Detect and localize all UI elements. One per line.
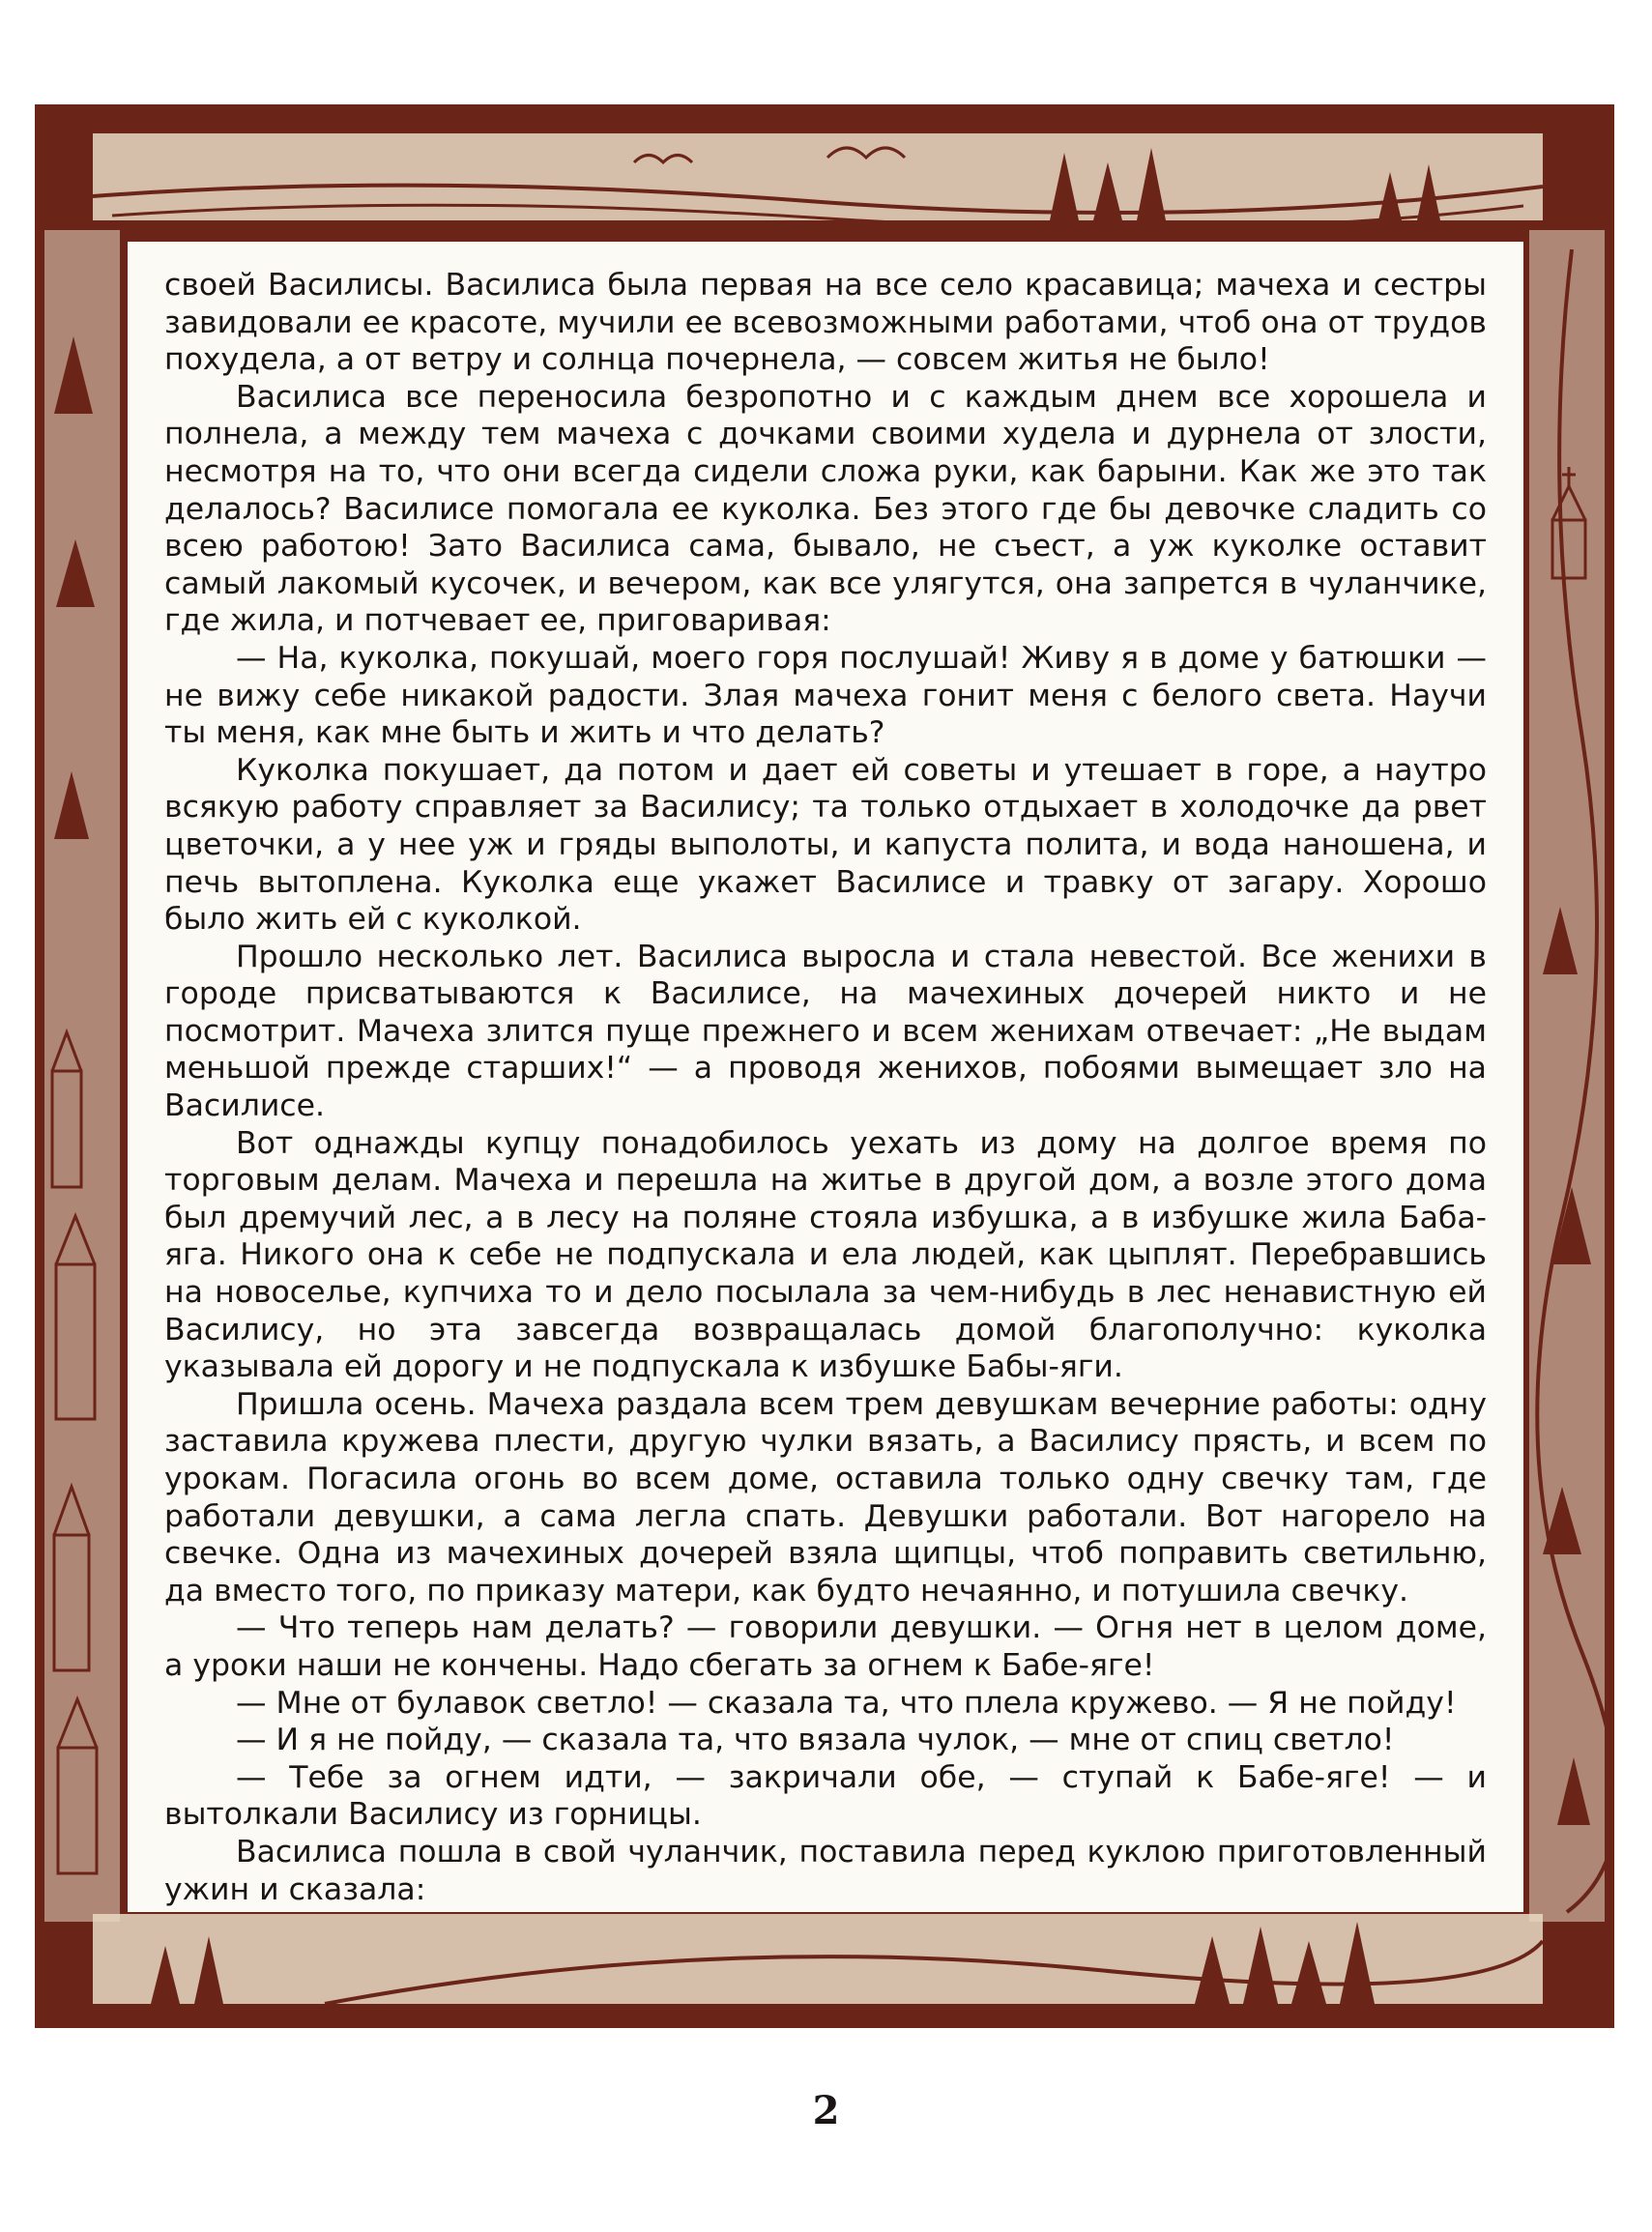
text-panel <box>128 242 1523 1912</box>
paragraph: Прошло несколько лет. Василиса выросла и стала невестой. Все женихи в городе присватываются к Василисе, на мачехиных дочерей никто и не посмотрит. Мачеха злится пуще прежнего и всем женихам отвечает: „Не выдам меньшой прежде старших!“ — а проводя женихов, побоями вымещает зло на Василисе. <box>164 939 1487 1124</box>
page-number: 2 <box>812 2088 840 2133</box>
paragraph: — Тебе за огнем идти, — закричали обе, — ступай к Бабе-яге! — и вытолкали Василису из горницы. <box>164 1759 1487 1833</box>
paragraph: — Мне от булавок светло! — сказала та, что плела кружево. — Я не пойду! <box>236 1685 1457 1721</box>
bottom-band <box>93 1914 1543 2004</box>
paragraph: Пришла осень. Мачеха раздала всем трем девушкам вечерние работы: одну заставила кружева плести, другую чулки вязать, а Василису прясть, и всем по урокам. Погасила огонь во всем доме, оставила только одну свечку там, где работали девушки, а сама легла спать. Девушки работали. Вот нагорело на свечке. Одна из мачехиных дочерей взяла щипцы, чтоб поправить светильню, да вместо того, по приказу матери, как будто нечаянно, и потушила свечку. <box>164 1386 1487 1609</box>
paragraph: — И я не пойду, — сказала та, что вязала чулок, — мне от спиц светло! <box>236 1723 1395 1758</box>
paragraph: своей Василисы. Василиса была первая на все село красавица; мачеха и сестры завидовали ее красоте, мучили ее всевозможными работами, чтоб она от трудов похудела, а от ветру и солнца почернела, — совсем житья не было! <box>164 268 1487 378</box>
paragraph: Куколка покушает, да потом и дает ей советы и утешает в горе, а наутро всякую работу справляет за Василису; та только отдыхает в холодочке да рвет цветочки, а у нее уж и гряды выполоты, и капуста полита, и вода наношена, и печь вытоплена. Куколка еще укажет Василисе и травку от загару. Хорошо было жить ей с куколкой. <box>164 752 1487 938</box>
paragraph: Василиса пошла в свой чуланчик, поставила перед куклою приготовленный ужин и сказала: <box>164 1834 1487 1907</box>
paragraph: — Что теперь нам делать? — говорили девушки. — Огня нет в целом доме, а уроки наши не кончены. Надо сбегать за огнем к Бабе-яге! <box>164 1610 1487 1683</box>
paragraph: Вот однажды купцу понадобилось уехать из дому на долгое время по торговым делам. Мачеха и перешла на житье в другой дом, а возле этого дома был дремучий лес, а в лесу на поляне стояла избушка, а в избушке жила Баба-яга. Никого она к себе не подпускала и ела людей, как цыплят. Перебравшись на новоселье, купчиха то и дело посылала за чем-нибудь в лес ненавистную ей Василису, но эта завсегда возвращалась домой благополучно: куколка указывала ей дорогу и не подпускала к избушке Бабы-яги. <box>164 1125 1487 1385</box>
paragraph: — На, куколка, покушай, моего горя послушай! Живу я в доме у батюшки — не вижу себе никакой радости. Злая мачеха гонит меня с белого света. Научи ты меня, как мне быть и жить и что делать? <box>164 640 1487 751</box>
paragraph: Василиса все переносила безропотно и с каждым днем все хорошела и полнела, а между тем мачеха с дочками своими худела и дурнела от злости, несмотря на то, что они всегда сидели сложа руки, как барыни. Как же это так делалось? Василисе помогала ее куколка. Без этого где бы девочке сладить со всею работою! Зато Василиса сама, бывало, не съест, а уж куколке оставит самый лакомый кусочек, и вечером, как все улягутся, она запрется в чуланчике, где жила, и потчевает ее, приговаривая: <box>164 379 1487 639</box>
illustrated-border-frame <box>35 104 1614 2028</box>
story-text <box>164 267 1487 1908</box>
right-side-band <box>1529 230 1605 1922</box>
